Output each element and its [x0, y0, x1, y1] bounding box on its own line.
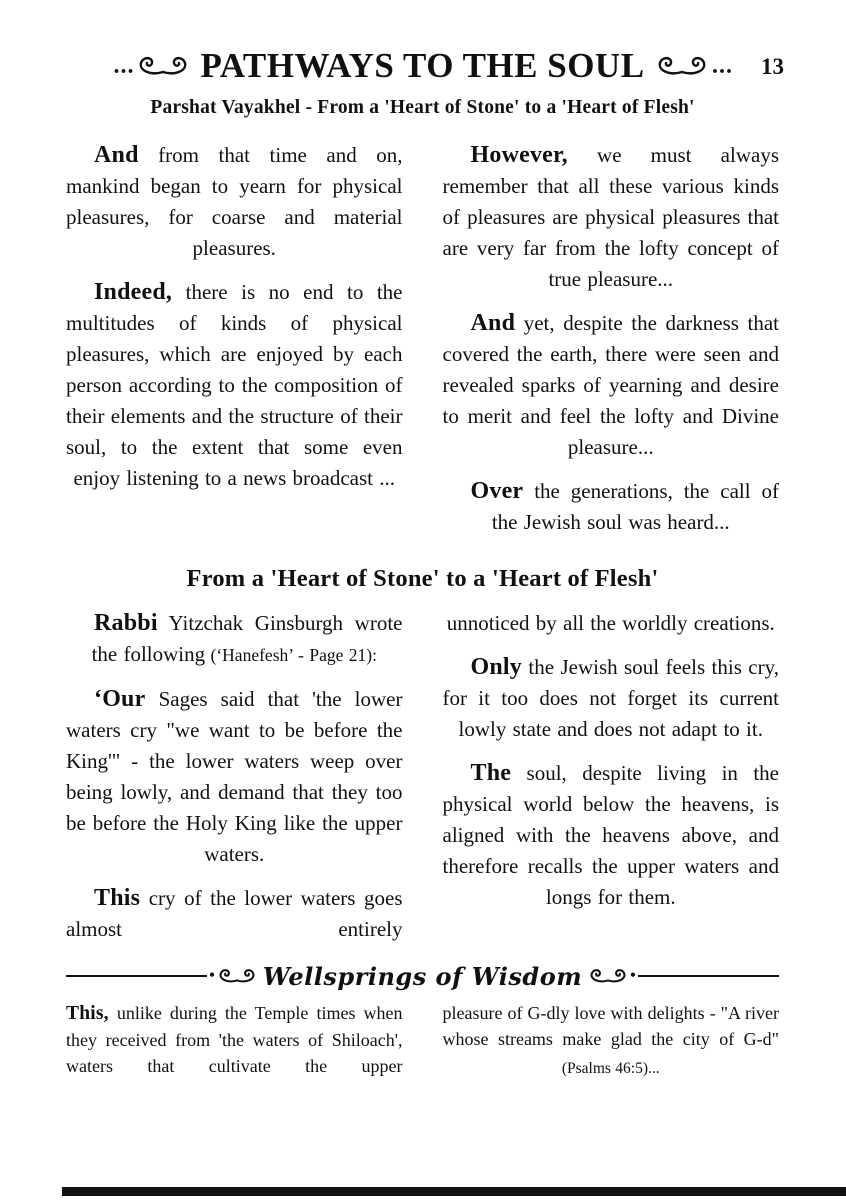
- flourish-icon: [588, 967, 628, 985]
- flourish-icon: [217, 967, 257, 985]
- lead-word: And: [470, 310, 516, 336]
- left-column: [66, 608, 403, 958]
- divider-line: [638, 975, 779, 977]
- paragraph: This, unlike during the Temple times when they received from 'the waters of Shiloach', waters that cultivate the upper: [66, 1003, 403, 1076]
- citation-text: (‘Hanefesh’ - Page 21):: [205, 645, 377, 665]
- parsha-subtitle: Parshat Vayakhel - From a 'Heart of Stone' to a 'Heart of Flesh': [150, 97, 695, 118]
- right-flourish: [655, 55, 732, 77]
- lead-word: Indeed,: [94, 279, 173, 305]
- paragraph: And from that time and on, mankind began to yearn for physical pleasures, for coarse and material pleasures.: [66, 142, 403, 260]
- section-2: [66, 608, 779, 958]
- paragraph: ‘Our Sages said that 'the lower waters cry "we want to be before the King'" - the lower waters weep over being lowly, and demand that they too be before the Holy King like the upper waters.: [66, 686, 403, 866]
- paragraph: However, we must always remember that all these various kinds of pleasures are physical pleasures that are very far from the lofty concept of true pleasure...: [442, 142, 779, 291]
- dot-ornament: •: [209, 967, 215, 984]
- footer-banner: [66, 960, 779, 992]
- paragraph: Indeed, there is no end to the multitudes of kinds of physical pleasures, which are enjoyed by each person according to the composition of their elements and the structure of their soul, to the extent that some even enjoy listening to a news broadcast ...: [66, 279, 403, 490]
- paragraph: unnoticed by all the worldly creations.: [446, 611, 775, 635]
- flourish-icon: [136, 55, 190, 77]
- lead-word: The: [470, 760, 512, 786]
- footer-left-column: [66, 1000, 403, 1082]
- section-heading: From a 'Heart of Stone' to a 'Heart of Flesh': [186, 565, 659, 592]
- paragraph: Over the generations, the call of the Jewish soul was heard...: [470, 478, 780, 534]
- footer-section: [66, 1000, 779, 1082]
- page-number: 13: [761, 54, 784, 79]
- title-row: [66, 44, 779, 88]
- lead-word: ‘Our: [94, 686, 146, 712]
- dot-ornament: •: [630, 967, 636, 984]
- section-1: [66, 140, 779, 551]
- divider-line: [66, 975, 207, 977]
- left-column: [66, 140, 403, 551]
- left-flourish: [113, 55, 190, 77]
- lead-word: This,: [66, 1003, 109, 1024]
- header: [66, 44, 784, 119]
- dots-ornament: ...: [710, 53, 732, 79]
- footer-banner-title: Wellsprings of Wisdom: [262, 961, 583, 991]
- right-column: [443, 140, 780, 551]
- bottom-bar: [62, 1187, 846, 1196]
- paragraph: pleasure of G-dly love with delights - "A river whose streams make glad the city of G-d" (Psalms 46:5)...: [442, 1003, 779, 1077]
- right-column: [443, 608, 780, 958]
- footer-right-column: [443, 1000, 780, 1082]
- paragraph: Only the Jewish soul feels this cry, for it too does not forget its current lowly state and does not adapt to it.: [442, 654, 780, 741]
- lead-word: And: [94, 142, 139, 168]
- lead-word: This: [94, 885, 141, 911]
- flourish-icon: [655, 55, 709, 77]
- paragraph: And yet, despite the darkness that covered the earth, there were seen and revealed sparks of yearning and desire to merit and feel the lofty and Divine pleasure...: [442, 310, 780, 459]
- paragraph: Rabbi Yitzchak Ginsburgh wrote the following (‘Hanefesh’ - Page 21):: [91, 610, 403, 666]
- page-title: PATHWAYS TO THE SOUL: [200, 46, 645, 85]
- paragraph: This cry of the lower waters goes almost entirely: [66, 885, 403, 941]
- paragraph: The soul, despite living in the physical world below the heavens, is aligned with the heavens above, and therefore recalls the upper waters and longs for them.: [442, 760, 780, 909]
- lead-word: However,: [470, 142, 568, 168]
- lead-word: Only: [470, 654, 522, 680]
- lead-word: Over: [470, 478, 524, 504]
- dots-ornament: ...: [113, 53, 135, 79]
- lead-word: Rabbi: [94, 610, 158, 636]
- citation-text: (Psalms 46:5)...: [561, 1060, 660, 1077]
